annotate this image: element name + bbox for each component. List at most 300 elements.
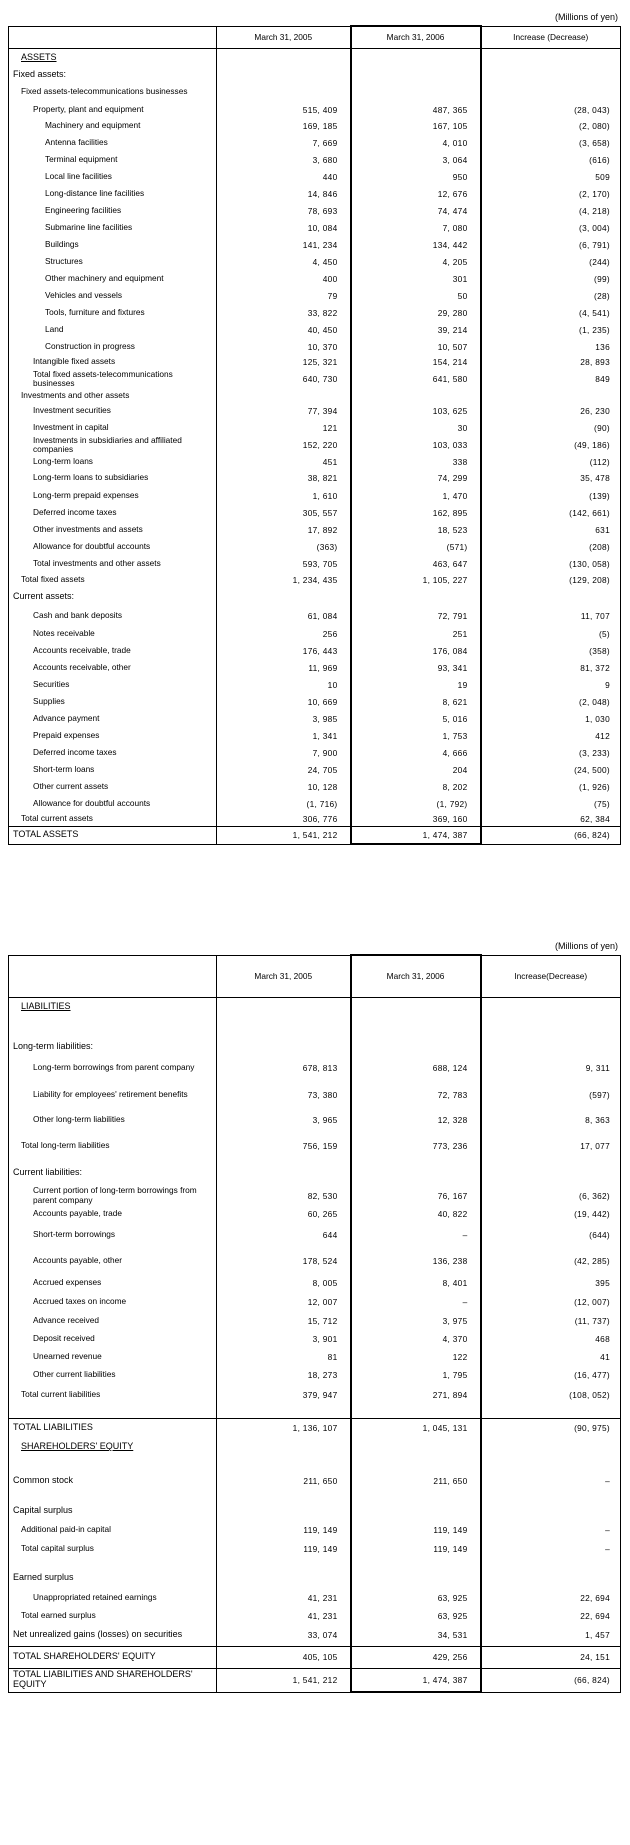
table-row — [9, 555, 621, 572]
value-2006: 34, 531 — [351, 1624, 481, 1646]
value-2005: 24, 705 — [217, 761, 351, 778]
value-change — [481, 81, 621, 103]
value-2006: 4, 205 — [351, 253, 481, 270]
table-row — [9, 1055, 621, 1081]
row-label: Net unrealized gains (losses) on securities — [9, 1624, 217, 1646]
row-label: Liability for employees' retirement benefits — [9, 1081, 217, 1109]
value-change: (358) — [481, 642, 621, 659]
value-2005 — [217, 1027, 351, 1039]
table-row — [9, 521, 621, 538]
value-change — [481, 1460, 621, 1470]
value-change: – — [481, 1520, 621, 1540]
row-label: Vehicles and vessels — [9, 287, 217, 304]
table-row — [9, 572, 621, 587]
value-2006: 251 — [351, 625, 481, 642]
row-label: TOTAL LIABILITIES — [9, 1418, 217, 1438]
value-2006: – — [351, 1292, 481, 1312]
table-row — [9, 1384, 621, 1406]
value-2006: – — [351, 1222, 481, 1248]
value-2006: 167, 105 — [351, 117, 481, 134]
value-2005: 256 — [217, 625, 351, 642]
value-2005 — [217, 1438, 351, 1460]
value-change: (3, 233) — [481, 744, 621, 761]
value-2006: 1, 474, 387 — [351, 826, 481, 844]
table-row — [9, 48, 621, 68]
value-2005: 14, 846 — [217, 185, 351, 202]
value-2005 — [217, 997, 351, 1027]
value-2005 — [217, 1039, 351, 1055]
value-2006: 176, 084 — [351, 642, 481, 659]
value-change: 28, 893 — [481, 355, 621, 368]
value-2005: 1, 541, 212 — [217, 826, 351, 844]
row-label: Total capital surplus — [9, 1540, 217, 1558]
value-change: (66, 824) — [481, 1668, 621, 1692]
value-2006: 12, 328 — [351, 1109, 481, 1131]
table-row — [9, 1161, 621, 1185]
value-2006 — [351, 997, 481, 1027]
table-row — [9, 1460, 621, 1470]
value-2005: 7, 669 — [217, 134, 351, 151]
row-label: Total long-term liabilities — [9, 1131, 217, 1161]
value-2006: 50 — [351, 287, 481, 304]
row-label: Long-term loans — [9, 455, 217, 468]
value-2005: 3, 680 — [217, 151, 351, 168]
value-change: (4, 218) — [481, 202, 621, 219]
value-change: 22, 694 — [481, 1588, 621, 1608]
value-2006: 688, 124 — [351, 1055, 481, 1081]
row-label: Capital surplus — [9, 1502, 217, 1520]
table-row — [9, 659, 621, 676]
value-2006 — [351, 1568, 481, 1588]
value-2005: 33, 822 — [217, 304, 351, 321]
value-change — [481, 1039, 621, 1055]
row-label: Intangible fixed assets — [9, 355, 217, 368]
value-change — [481, 1502, 621, 1520]
value-2006 — [351, 1460, 481, 1470]
value-2006: (571) — [351, 538, 481, 555]
value-change: (130, 058) — [481, 555, 621, 572]
value-2006: 8, 621 — [351, 693, 481, 710]
row-label: Deposit received — [9, 1330, 217, 1348]
value-change: (597) — [481, 1081, 621, 1109]
value-2006: 119, 149 — [351, 1540, 481, 1558]
table-row — [9, 117, 621, 134]
value-change: (19, 442) — [481, 1206, 621, 1222]
value-change: (6, 362) — [481, 1185, 621, 1206]
table-row — [9, 1222, 621, 1248]
row-label: Advance received — [9, 1312, 217, 1330]
value-2005: 169, 185 — [217, 117, 351, 134]
value-change — [481, 68, 621, 81]
value-change: (108, 052) — [481, 1384, 621, 1406]
header-blank — [9, 26, 217, 48]
row-label: Total investments and other assets — [9, 555, 217, 572]
row-label: Securities — [9, 676, 217, 693]
table-row — [9, 1568, 621, 1588]
value-change — [481, 997, 621, 1027]
value-2005: 18, 273 — [217, 1366, 351, 1384]
value-2005: 10, 084 — [217, 219, 351, 236]
total-row — [9, 1668, 621, 1692]
value-2005: 178, 524 — [217, 1248, 351, 1274]
value-2005: 10, 128 — [217, 778, 351, 795]
value-2005: 8, 005 — [217, 1274, 351, 1292]
table-row — [9, 676, 621, 693]
value-change: 24, 151 — [481, 1646, 621, 1668]
value-2006: 8, 401 — [351, 1274, 481, 1292]
row-label: Engineering facilities — [9, 202, 217, 219]
value-change: 849 — [481, 368, 621, 390]
row-label: Investment in capital — [9, 420, 217, 435]
row-label: Accounts payable, trade — [9, 1206, 217, 1222]
row-label: Investments in subsidiaries and affiliated companies — [9, 435, 217, 455]
value-2005: 305, 557 — [217, 504, 351, 521]
value-2006: 63, 925 — [351, 1588, 481, 1608]
table-row — [9, 1131, 621, 1161]
row-label: Submarine line facilities — [9, 219, 217, 236]
value-change: (90, 975) — [481, 1418, 621, 1438]
table-row — [9, 1502, 621, 1520]
value-2006: 29, 280 — [351, 304, 481, 321]
row-label: Land — [9, 321, 217, 338]
row-label: Tools, furniture and fixtures — [9, 304, 217, 321]
value-change: 509 — [481, 168, 621, 185]
table-row — [9, 795, 621, 812]
value-change: (66, 824) — [481, 826, 621, 844]
row-label: Total earned surplus — [9, 1608, 217, 1624]
row-label: Total current liabilities — [9, 1384, 217, 1406]
value-2006 — [351, 1438, 481, 1460]
value-2006: 136, 238 — [351, 1248, 481, 1274]
table-row — [9, 1492, 621, 1502]
value-change: (12, 007) — [481, 1292, 621, 1312]
table-row — [9, 455, 621, 468]
value-2005 — [217, 1492, 351, 1502]
row-label: Accrued taxes on income — [9, 1292, 217, 1312]
column-header-row — [9, 26, 621, 48]
value-change: 136 — [481, 338, 621, 355]
value-change: (28) — [481, 287, 621, 304]
value-change: 412 — [481, 727, 621, 744]
table-row — [9, 1348, 621, 1366]
value-2006: 18, 523 — [351, 521, 481, 538]
value-2005: 125, 321 — [217, 355, 351, 368]
value-2005: 12, 007 — [217, 1292, 351, 1312]
value-change — [481, 1568, 621, 1588]
table-row — [9, 368, 621, 390]
liabilities-table — [8, 954, 621, 1693]
value-2006 — [351, 1492, 481, 1502]
value-2006 — [351, 1502, 481, 1520]
col-header-change: Increase (Decrease) — [481, 26, 621, 48]
value-2006: 63, 925 — [351, 1608, 481, 1624]
value-change — [481, 1406, 621, 1418]
value-change: (4, 541) — [481, 304, 621, 321]
row-label — [9, 1406, 217, 1418]
value-2006: 301 — [351, 270, 481, 287]
value-2005: 121 — [217, 420, 351, 435]
row-label: Common stock — [9, 1470, 217, 1492]
value-change — [481, 1161, 621, 1185]
table-row — [9, 1438, 621, 1460]
table-row — [9, 134, 621, 151]
row-label: Short-term borrowings — [9, 1222, 217, 1248]
value-2006: 1, 795 — [351, 1366, 481, 1384]
row-label: Accounts receivable, trade — [9, 642, 217, 659]
value-2005 — [217, 587, 351, 607]
total-row — [9, 1646, 621, 1668]
row-label: ASSETS — [9, 48, 217, 68]
value-2006: 338 — [351, 455, 481, 468]
value-change: (3, 004) — [481, 219, 621, 236]
value-2005 — [217, 1406, 351, 1418]
row-label: Deferred income taxes — [9, 744, 217, 761]
table-row — [9, 487, 621, 504]
value-2006: 204 — [351, 761, 481, 778]
row-label: Fixed assets: — [9, 68, 217, 81]
value-2005 — [217, 48, 351, 68]
value-2006: 72, 791 — [351, 607, 481, 625]
table-row — [9, 338, 621, 355]
value-2005: 440 — [217, 168, 351, 185]
value-2006: 103, 033 — [351, 435, 481, 455]
value-change: (16, 477) — [481, 1366, 621, 1384]
value-change: 1, 457 — [481, 1624, 621, 1646]
row-label: Long-term borrowings from parent company — [9, 1055, 217, 1081]
table-row — [9, 625, 621, 642]
value-2005 — [217, 1558, 351, 1568]
table-row — [9, 1520, 621, 1540]
row-label: Other current assets — [9, 778, 217, 795]
value-2005: 379, 947 — [217, 1384, 351, 1406]
value-2006 — [351, 1558, 481, 1568]
table-row — [9, 1109, 621, 1131]
table-row — [9, 693, 621, 710]
value-2005: 7, 900 — [217, 744, 351, 761]
table-row — [9, 402, 621, 420]
table-row — [9, 778, 621, 795]
value-2005: 451 — [217, 455, 351, 468]
row-label: Supplies — [9, 693, 217, 710]
value-2006: 773, 236 — [351, 1131, 481, 1161]
table-row — [9, 270, 621, 287]
value-2005: (363) — [217, 538, 351, 555]
value-2006: 76, 167 — [351, 1185, 481, 1206]
value-2006: 4, 370 — [351, 1330, 481, 1348]
value-change: 631 — [481, 521, 621, 538]
row-label: Deferred income taxes — [9, 504, 217, 521]
value-change — [481, 1027, 621, 1039]
value-2006: 1, 470 — [351, 487, 481, 504]
row-label — [9, 1027, 217, 1039]
value-change: 62, 384 — [481, 812, 621, 826]
unit-note-top: (Millions of yen) — [554, 12, 618, 22]
row-label: Other investments and assets — [9, 521, 217, 538]
row-label: Allowance for doubtful accounts — [9, 795, 217, 812]
row-label: LIABILITIES — [9, 997, 217, 1027]
table-row — [9, 185, 621, 202]
value-2005: 756, 159 — [217, 1131, 351, 1161]
value-change: (2, 080) — [481, 117, 621, 134]
value-2006: 271, 894 — [351, 1384, 481, 1406]
value-2006: 487, 365 — [351, 103, 481, 117]
column-header-row — [9, 955, 621, 997]
value-2006 — [351, 1406, 481, 1418]
row-label: Earned surplus — [9, 1568, 217, 1588]
value-change: (90) — [481, 420, 621, 435]
row-label: Antenna facilities — [9, 134, 217, 151]
value-2005: 1, 610 — [217, 487, 351, 504]
value-change: 1, 030 — [481, 710, 621, 727]
table-row — [9, 287, 621, 304]
col-header-change: Increase(Decrease) — [481, 955, 621, 997]
row-label: Cash and bank deposits — [9, 607, 217, 625]
value-2006: 1, 753 — [351, 727, 481, 744]
value-change: 81, 372 — [481, 659, 621, 676]
value-2005: 10, 370 — [217, 338, 351, 355]
value-2005: (1, 716) — [217, 795, 351, 812]
value-2006: 211, 650 — [351, 1470, 481, 1492]
value-2005: 141, 234 — [217, 236, 351, 253]
value-2006: 1, 045, 131 — [351, 1418, 481, 1438]
value-2005 — [217, 390, 351, 402]
value-2005: 1, 136, 107 — [217, 1418, 351, 1438]
row-label — [9, 1492, 217, 1502]
value-change: (99) — [481, 270, 621, 287]
value-change: 22, 694 — [481, 1608, 621, 1624]
table-row — [9, 1248, 621, 1274]
row-label: TOTAL LIABILITIES AND SHAREHOLDERS' EQUITY — [9, 1668, 217, 1692]
value-2005: 593, 705 — [217, 555, 351, 572]
value-2005: 15, 712 — [217, 1312, 351, 1330]
value-2006: 3, 975 — [351, 1312, 481, 1330]
value-2006: 369, 160 — [351, 812, 481, 826]
row-label: Long-term loans to subsidiaries — [9, 468, 217, 487]
value-2005: 640, 730 — [217, 368, 351, 390]
table-row — [9, 1081, 621, 1109]
value-change: (42, 285) — [481, 1248, 621, 1274]
row-label: Long-distance line facilities — [9, 185, 217, 202]
value-2006: 39, 214 — [351, 321, 481, 338]
value-2005: 119, 149 — [217, 1520, 351, 1540]
table-row — [9, 642, 621, 659]
value-change: 9 — [481, 676, 621, 693]
header-blank — [9, 955, 217, 997]
value-change: (2, 048) — [481, 693, 621, 710]
value-change: (28, 043) — [481, 103, 621, 117]
value-change: (6, 791) — [481, 236, 621, 253]
value-2006: 122 — [351, 1348, 481, 1366]
value-change: (139) — [481, 487, 621, 504]
value-2006: 74, 299 — [351, 468, 481, 487]
table-row — [9, 727, 621, 744]
value-2006: 12, 676 — [351, 185, 481, 202]
row-label: TOTAL SHAREHOLDERS' EQUITY — [9, 1646, 217, 1668]
row-label — [9, 1460, 217, 1470]
value-change: (142, 661) — [481, 504, 621, 521]
value-2005 — [217, 81, 351, 103]
col-header-2006: March 31, 2006 — [351, 26, 481, 48]
row-label: Other long-term liabilities — [9, 1109, 217, 1131]
value-2006: 429, 256 — [351, 1646, 481, 1668]
table-row — [9, 710, 621, 727]
value-change: (1, 235) — [481, 321, 621, 338]
value-2005: 306, 776 — [217, 812, 351, 826]
row-label: Short-term loans — [9, 761, 217, 778]
value-2006: 8, 202 — [351, 778, 481, 795]
col-header-2005: March 31, 2005 — [217, 26, 351, 48]
value-change: (112) — [481, 455, 621, 468]
row-label: Property, plant and equipment — [9, 103, 217, 117]
value-2005: 41, 231 — [217, 1608, 351, 1624]
value-2005 — [217, 68, 351, 81]
row-label: Other current liabilities — [9, 1366, 217, 1384]
value-2006 — [351, 48, 481, 68]
table-row — [9, 1292, 621, 1312]
table-row — [9, 468, 621, 487]
table-row — [9, 168, 621, 185]
unit-note-bottom: (Millions of yen) — [554, 941, 618, 951]
value-2006: 4, 010 — [351, 134, 481, 151]
row-label: Other machinery and equipment — [9, 270, 217, 287]
table-row — [9, 1206, 621, 1222]
table-row — [9, 504, 621, 521]
table-row — [9, 1039, 621, 1055]
value-2006: 950 — [351, 168, 481, 185]
value-2005: 38, 821 — [217, 468, 351, 487]
value-2005: 405, 105 — [217, 1646, 351, 1668]
value-2006 — [351, 1039, 481, 1055]
total-row — [9, 826, 621, 844]
value-2006: (1, 792) — [351, 795, 481, 812]
table-row — [9, 1470, 621, 1492]
row-label: Buildings — [9, 236, 217, 253]
value-change: (616) — [481, 151, 621, 168]
value-2006 — [351, 81, 481, 103]
value-2005: 78, 693 — [217, 202, 351, 219]
value-change — [481, 1492, 621, 1502]
table-row — [9, 202, 621, 219]
value-2006: 93, 341 — [351, 659, 481, 676]
value-2005: 41, 231 — [217, 1588, 351, 1608]
table-row — [9, 420, 621, 435]
value-2005: 17, 892 — [217, 521, 351, 538]
value-change — [481, 1438, 621, 1460]
value-2006: 154, 214 — [351, 355, 481, 368]
value-2006: 7, 080 — [351, 219, 481, 236]
value-change: (49, 186) — [481, 435, 621, 455]
col-header-2006: March 31, 2006 — [351, 955, 481, 997]
value-2006: 19 — [351, 676, 481, 693]
table-row — [9, 435, 621, 455]
row-label: Construction in progress — [9, 338, 217, 355]
table-row — [9, 761, 621, 778]
value-2005 — [217, 1502, 351, 1520]
table-row — [9, 607, 621, 625]
value-change — [481, 390, 621, 402]
value-change: 9, 311 — [481, 1055, 621, 1081]
table-row — [9, 321, 621, 338]
table-row — [9, 355, 621, 368]
table-row — [9, 812, 621, 826]
value-2005: 10 — [217, 676, 351, 693]
value-2005: 33, 074 — [217, 1624, 351, 1646]
table-row — [9, 1274, 621, 1292]
table-row — [9, 81, 621, 103]
value-2005: 176, 443 — [217, 642, 351, 659]
table-row — [9, 103, 621, 117]
value-change: (5) — [481, 625, 621, 642]
